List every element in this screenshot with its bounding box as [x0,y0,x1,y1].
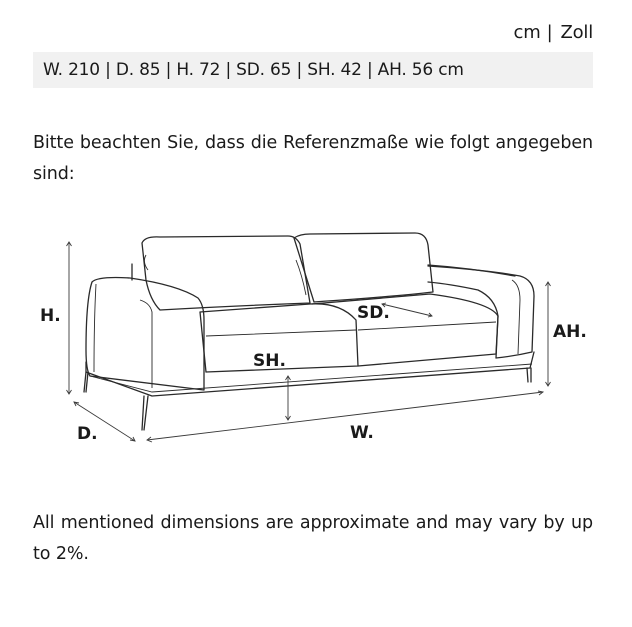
seat-depth-dimension [357,303,432,323]
width-label: W. [350,423,374,443]
dimensions-bar [33,52,593,88]
seat-height-label: SH. [253,351,286,371]
width-dimension [147,391,543,443]
seat-height-dimension [253,351,291,420]
dimensions-text: W. 210 | D. 85 | H. 72 | SD. 65 | SH. 42 | AH. 56 cm [43,60,464,80]
height-dimension [40,242,72,394]
unit-separator: | [546,22,553,43]
reference-note: Bitte beachten Sie, dass die Referenzmaße wie folgt angegeben sind: [33,133,593,184]
unit-cm-option[interactable]: cm [513,22,541,43]
height-label: H. [40,306,61,326]
unit-toggle [514,22,593,43]
armrest-height-label: AH. [553,322,587,342]
seat-depth-label: SD. [357,303,390,323]
depth-label: D. [77,424,98,444]
sofa-dimensions-diagram [0,225,632,455]
sofa-drawing [84,233,534,430]
disclaimer-note: All mentioned dimensions are approximate and may vary by up to 2%. [33,513,593,564]
armrest-height-dimension [546,282,587,386]
depth-dimension [74,402,135,444]
unit-zoll-option[interactable]: Zoll [560,22,593,43]
